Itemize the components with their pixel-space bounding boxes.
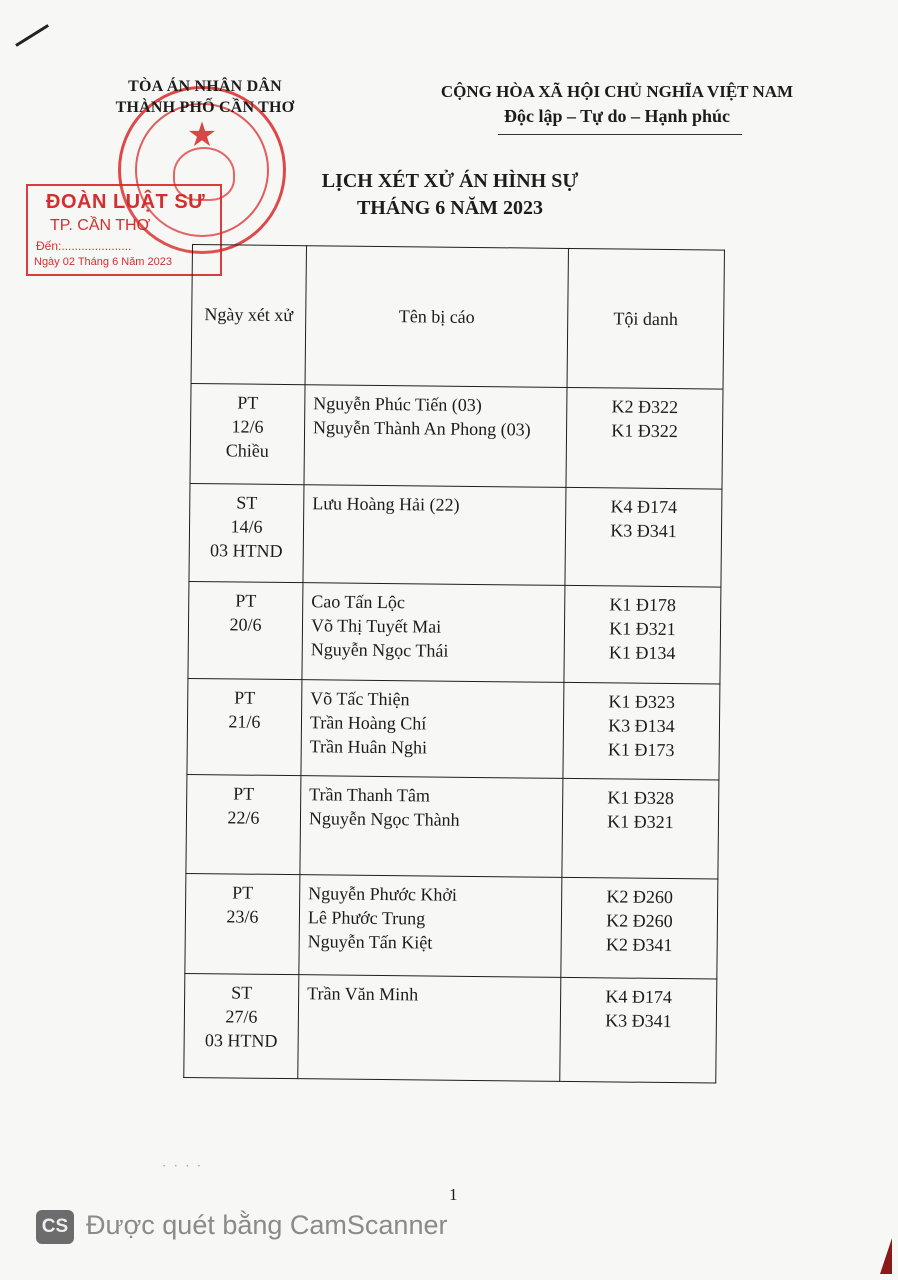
stamp-date: Ngày 02 Tháng 6 Năm 2023 — [34, 256, 172, 268]
defendant-cell-line: Nguyễn Phúc Tiến (03) — [313, 393, 482, 416]
charge-cell — [564, 585, 721, 684]
date-cell-line: 21/6 — [228, 711, 261, 732]
charge-cell — [560, 977, 717, 1083]
date-cell — [188, 581, 303, 679]
header-date: Ngày xét xử — [191, 245, 306, 385]
defendant-cell-line: Nguyễn Ngọc Thái — [310, 639, 449, 661]
charge-cell — [563, 682, 720, 780]
date-cell — [190, 383, 305, 484]
date-cell-line: 12/6 — [231, 416, 264, 437]
motto-underline — [498, 134, 742, 135]
header-charge: Tội danh — [567, 248, 724, 389]
defendant-cell — [298, 975, 561, 1082]
court-name-line1: TÒA ÁN NHÂN DÂN — [128, 78, 282, 95]
defendant-cell — [300, 776, 563, 878]
defendant-cell-line: Nguyễn Thành An Phong (03) — [312, 417, 531, 440]
date-cell — [186, 774, 301, 874]
corner-mark — [880, 1238, 892, 1274]
camscanner-logo-icon: CS — [36, 1210, 74, 1244]
header-defendant: Tên bị cáo — [305, 246, 568, 388]
stamp-line1: ĐOÀN LUẬT SƯ — [46, 191, 206, 213]
charge-cell-line: K4 Đ174 — [605, 986, 672, 1008]
charge-cell-line: K2 Đ341 — [605, 934, 673, 956]
schedule-table — [183, 244, 725, 1084]
defendant-cell-line: Lưu Hoàng Hải (22) — [312, 493, 460, 515]
charge-cell-line: K3 Đ134 — [608, 715, 675, 737]
title-line1: LỊCH XÉT XỬ ÁN HÌNH SỰ — [321, 170, 579, 192]
charge-cell-line: K2 Đ260 — [606, 886, 674, 908]
charge-cell — [566, 387, 723, 489]
defendant-cell — [303, 485, 566, 586]
charge-cell-line: K1 Đ321 — [607, 811, 674, 833]
defendant-cell — [299, 875, 562, 978]
national-heading — [412, 80, 822, 128]
date-cell-line: PT — [233, 783, 255, 804]
charge-cell — [565, 487, 722, 587]
date-cell-line: PT — [232, 882, 254, 903]
date-cell-line: PT — [235, 590, 257, 611]
charge-cell — [561, 877, 718, 979]
table-row — [190, 383, 723, 489]
charge-cell-line: K1 Đ322 — [611, 420, 678, 442]
table-row — [186, 774, 719, 879]
stamp-line3: Đến:..................... — [36, 239, 132, 253]
defendant-cell-line: Trần Văn Minh — [307, 983, 419, 1005]
pen-mark — [15, 24, 49, 47]
charge-cell-line: K1 Đ321 — [609, 618, 676, 640]
defendant-cell — [302, 583, 565, 683]
date-cell-line: PT — [234, 687, 256, 708]
stamp-line2: TP. CẦN THƠ — [50, 217, 151, 234]
document-title — [250, 168, 650, 222]
defendant-cell-line: Võ Tấc Thiện — [310, 688, 410, 710]
date-cell-line: 20/6 — [229, 614, 262, 635]
charge-cell-line: K1 Đ134 — [608, 642, 676, 664]
date-cell-line: PT — [237, 392, 259, 413]
defendant-cell-line: Nguyễn Phước Khởi — [308, 883, 458, 905]
charge-cell-line: K1 Đ173 — [607, 739, 675, 761]
table-row — [188, 581, 721, 684]
defendant-cell-line: Võ Thị Tuyết Mai — [310, 615, 442, 637]
defendant-cell-line: Trần Thanh Tâm — [309, 784, 431, 806]
faint-mark: · · · · — [162, 1158, 204, 1173]
charge-cell-line: K2 Đ260 — [606, 910, 673, 932]
date-cell — [187, 678, 302, 775]
date-cell-line: 03 HTND — [209, 540, 283, 561]
defendant-cell-line: Nguyễn Tấn Kiệt — [307, 931, 433, 953]
charge-cell — [562, 778, 719, 879]
date-cell — [189, 483, 304, 582]
date-cell-line: 22/6 — [227, 807, 260, 828]
charge-cell-line: K1 Đ323 — [608, 691, 676, 713]
defendant-cell — [304, 385, 567, 488]
charge-cell-line: K1 Đ178 — [609, 594, 677, 616]
title-line2: THÁNG 6 NĂM 2023 — [356, 197, 544, 219]
table-row — [187, 678, 720, 780]
date-cell-line: ST — [231, 982, 253, 1003]
table-row — [189, 483, 722, 587]
date-cell-line: 27/6 — [225, 1006, 258, 1027]
defendant-cell-line: Trần Hoàng Chí — [309, 712, 427, 734]
charge-cell-line: K4 Đ174 — [610, 496, 678, 518]
charge-cell-line: K1 Đ328 — [607, 787, 675, 809]
table-header-row — [191, 245, 724, 390]
defendant-cell — [301, 680, 564, 779]
seal-star-icon: ★ — [186, 117, 218, 154]
national-motto: Độc lập – Tự do – Hạnh phúc — [503, 106, 731, 126]
defendant-cell-line: Nguyễn Ngọc Thành — [308, 808, 460, 830]
national-heading-line1: CỘNG HÒA XÃ HỘI CHỦ NGHĨA VIỆT NAM — [440, 82, 794, 101]
charge-cell-line: K2 Đ322 — [611, 396, 679, 418]
table-row — [184, 973, 717, 1083]
court-name-line2: THÀNH PHỐ CẦN THƠ — [115, 99, 295, 116]
defendant-cell-line: Trần Huân Nghi — [309, 736, 428, 758]
date-cell-line: ST — [236, 492, 258, 513]
date-cell-line: 14/6 — [230, 516, 263, 537]
date-cell-line: 23/6 — [226, 906, 259, 927]
defendant-cell-line: Lê Phước Trung — [307, 907, 426, 929]
date-cell-line: Chiều — [225, 440, 269, 461]
scanner-watermark: Được quét bằng CamScanner — [86, 1210, 448, 1240]
charge-cell-line: K3 Đ341 — [605, 1010, 672, 1032]
date-cell — [184, 973, 299, 1078]
date-cell — [185, 873, 300, 974]
page-number: 1 — [449, 1185, 458, 1204]
charge-cell-line: K3 Đ341 — [610, 520, 677, 542]
table-body — [184, 383, 723, 1083]
table-row — [185, 873, 718, 979]
court-name — [100, 76, 310, 118]
defendant-cell-line: Cao Tấn Lộc — [311, 591, 406, 613]
date-cell-line: 03 HTND — [204, 1030, 278, 1051]
